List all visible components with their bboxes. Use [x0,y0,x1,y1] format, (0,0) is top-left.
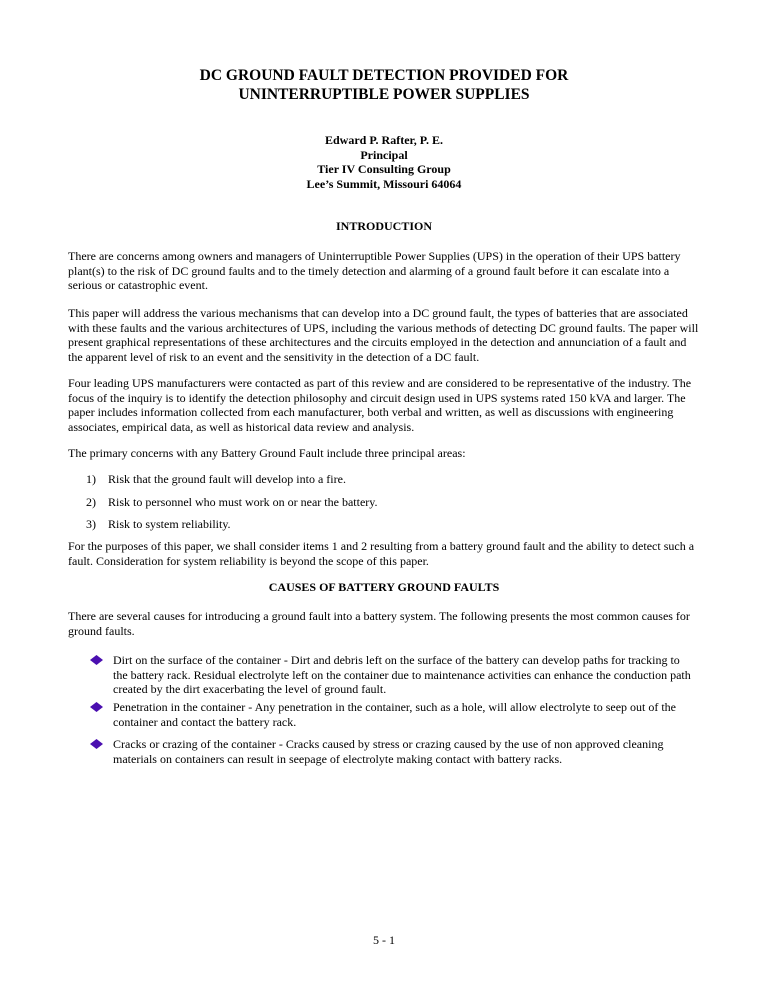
intro-paragraph-1: There are concerns among owners and managers of Uninterruptible Power Supplies (UPS) in the operation of their UPS battery plant(s) to the risk of DC ground faults and to the timely detection and alarming of a ground fault before it can escalate into a serious or catastrophic event. [68,249,681,292]
diamond-bullet-icon [90,702,103,712]
intro-paragraph-4: The primary concerns with any Battery Ground Fault include three principal areas: [68,446,466,460]
list-text: Risk to system reliability. [108,517,231,531]
title-line-2: UNINTERRUPTIBLE POWER SUPPLIES [238,86,530,103]
causes-paragraph-1: There are several causes for introducing a ground fault into a battery system. The following presents the most common causes for ground faults. [68,609,690,638]
concern-list-item [86,517,686,532]
list-number: 2) [86,495,96,509]
intro-paragraph-2: This paper will address the various mechanisms that can develop into a DC ground fault, the types of batteries that are associated with these faults and the various architectures of UPS, including the various methods of detecting DC ground faults. The paper will present graphical representations of these architectures and the circuits employed in the detection and annunciation of a fault and the apparent level of risk to an event and the sensitivity in the detection of a DC fault. [68,306,699,364]
list-number: 3) [86,517,96,531]
bullet-text: Penetration in the container - Any penetration in the container, such as a hole, will allow electrolyte to seep out of the container and contact the battery rack. [113,700,677,729]
author-organization: Tier IV Consulting Group [317,162,451,176]
list-text: Risk to personnel who must work on or near the battery. [108,495,378,509]
section-heading-introduction: INTRODUCTION [335,219,432,233]
section-heading-causes: CAUSES OF BATTERY GROUND FAULTS [268,580,500,594]
diamond-bullet-icon [90,739,103,749]
concern-list-item [86,472,686,487]
author-name: Edward P. Rafter, P. E. [324,133,443,147]
intro-paragraph-3: Four leading UPS manufacturers were contacted as part of this review and are considered to be representative of the industry. The focus of the inquiry is to identify the detection philosophy and circuit design used in UPS systems rated 150 kVA and larger. The paper includes information collected from each manufacturer, both verbal and written, as well as discussions with engineering associates, empirical data, as well as historical data review and analysis. [68,376,692,434]
bullet-text: Cracks or crazing of the container - Cracks caused by stress or crazing caused by the use of non approved cleaning materials on containers can result in seepage of electrolyte making contact with battery racks. [113,737,664,766]
author-role: Principal [360,147,408,162]
page-number: 5 - 1 [373,933,395,947]
diamond-bullet-icon [90,655,103,665]
list-text: Risk that the ground fault will develop into a fire. [108,472,346,486]
intro-paragraph-5: For the purposes of this paper, we shall consider items 1 and 2 resulting from a battery ground fault and the ability to detect such a fault. Consideration for system reliability is beyond the scope of this paper. [68,539,695,568]
author-block [0,133,768,191]
paper-title [0,66,768,104]
title-line-1: DC GROUND FAULT DETECTION PROVIDED FOR [199,67,569,84]
list-number: 1) [86,472,96,486]
author-location: Lee’s Summit, Missouri 64064 [306,176,462,191]
concern-list-item [86,495,686,510]
bullet-text: Dirt on the surface of the container - Dirt and debris left on the surface of the battery can develop paths for tracking to the battery rack. Residual electrolyte left on the container due to maintenance activities can enhance the conduction path created by the dirt exacerbating the level of ground fault. [113,653,691,696]
